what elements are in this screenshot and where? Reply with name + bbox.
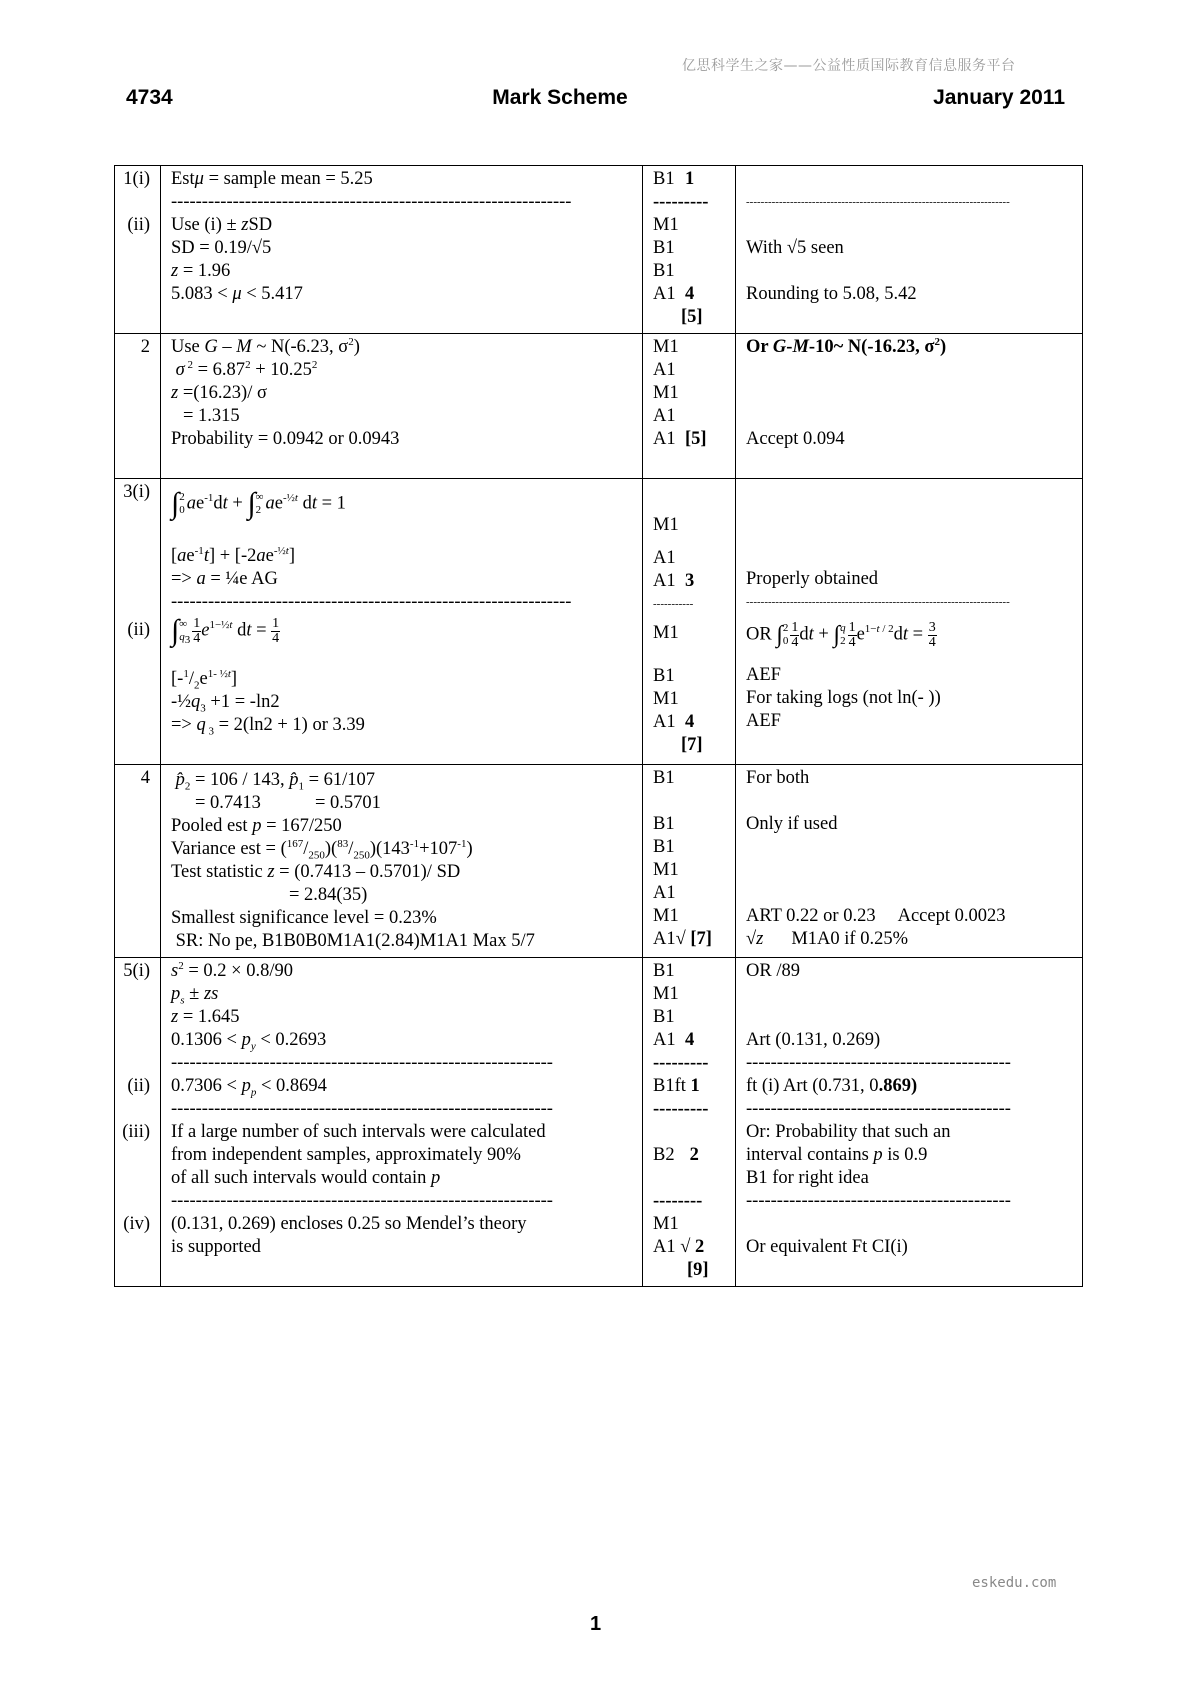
notes-cell: OR /89 Art (0.131, 0.269) ------------------------------------------- ft (i) Art (0.731, 0.869) ------------------------------------------- Or: Probability that such an interval contains p is 0.9 B1 for right idea ------------------------------------------- Or equivalent Ft CI(i) — [736, 958, 1083, 1287]
question-number: 1(i) (ii) — [115, 166, 161, 334]
answer-cell: $s^2 = 0.2 \times 0.8/90$ $p_s$ ± zs z = 1.645 $0.1306 < p_y < 0.2693$ -------------------------------------------------------------- $0.7306 < p_p < 0.8694$ -------------------------------------------------------------- If a large number of such intervals were calculated from independent samples, approximately 90% of all such intervals would contain p -------------------------------------------------------------- (0.131, 0.269) encloses 0.25 so Mendel’s theory is supported — [161, 958, 643, 1287]
table-row — [115, 334, 1083, 479]
watermark: 亿思科学生之家——公益性质国际教育信息服务平台 — [682, 58, 1016, 74]
notes-cell: For both Only if used ART 0.22 or 0.23 Accept 0.0023 √z M1A0 if 0.25% — [736, 765, 1083, 958]
marks-cell: M1 A1 M1 A1 A1 [5] — [643, 334, 736, 479]
integral-equation: ∫ 2 0 $ae^{-1}dt$ + ∫ ∞ 2 $ae^{-\frac{1}{2}t}$ dt = 1 — [171, 487, 346, 520]
table-row — [115, 765, 1083, 958]
paper-code: 4734 — [126, 86, 173, 109]
question-number: 5(i) (ii) (iii) (iv) — [115, 958, 161, 1287]
marks-cell: M1 A1 A1 3 ----------- M1 B1 M1 A1 4 [7] — [643, 479, 736, 765]
marks-cell: B1 B1 B1 M1 A1 M1 A1√ [7] — [643, 765, 736, 958]
notes-cell: Properly obtained ------------------------------------------------------------------------ OR ∫ 2 0 $\frac{1}{4}$ dt + ∫ q 2 $\frac{1}{4}$ $e^{1-t / 2}dt$ = $\frac{3}{4}$ AEF For taking logs (not ln(- )) AEF — [736, 479, 1083, 765]
question-number: 2 — [115, 334, 161, 479]
table-row — [115, 479, 1083, 765]
alternative-integral: OR ∫ 2 0 $\frac{1}{4}$ dt + ∫ q 2 $\frac{1}{4}$ $e^{1-t / 2}dt$ = $\frac{3}{4}$ — [746, 619, 936, 650]
table-row — [115, 958, 1083, 1287]
mark-scheme-table — [114, 165, 1083, 1287]
page-number: 1 — [589, 1613, 602, 1635]
footer-site: eskedu.com — [972, 1575, 1057, 1591]
answer-cell: Use G – M ~ N(-6.23, $\sigma^2$) σ $^2 = 6.87^2 + 10.25^2$ z =(16.23)/ σ = 1.315 Probability = 0.0942 or 0.0943 — [161, 334, 643, 479]
question-number: 3(i) (ii) — [115, 479, 161, 765]
notes-cell: ------------------------------------------------------------------------ With √5 seen Rounding to 5.08, 5.42 — [736, 166, 1083, 334]
integral-equation: ∫ ∞ $q_3$ $\frac{1}{4}$ $e^{1-\frac{1}{2}t}$ dt = $\frac{1}{4}$ — [171, 614, 280, 647]
page-title: Mark Scheme — [492, 86, 628, 109]
marks-cell: B1 1 --------- M1 B1 B1 A1 4 [5] — [643, 166, 736, 334]
question-number: 4 — [115, 765, 161, 958]
exam-date: January 2011 — [933, 86, 1065, 109]
answer-cell: $p̂_2 = 106 / 143$, $p̂_1 = 61/107$ = 0.7413 = 0.5701 Pooled est p = 167/250 Variance est = $(^{167}/_{250})(^{83}/_{250})(143^{-1}+107^{-1})$ Test statistic z = (0.7413 – 0.5701)/ SD = 2.84(35) Smallest significance level = 0.23% SR: No pe, B1B0B0M1A1(2.84)M1A1 Max 5/7 — [161, 765, 643, 958]
notes-cell: Or G-M-10~ N(-16.23, $\sigma^2$) Accept 0.094 — [736, 334, 1083, 479]
table-row — [115, 166, 1083, 334]
answer-cell: Estμ = sample mean = 5.25 ----------------------------------------------------------------- Use (i) ± zSD SD = 0.19/√5 z = 1.96 5.083 < μ < 5.417 — [161, 166, 643, 334]
answer-cell: ∫ 2 0 $ae^{-1}dt$ + ∫ ∞ 2 $ae^{-\frac{1}{2}t}$ dt = 1 $[ae^{-1}t] + [-2ae^{-\frac{1}{2}t}]$ => a = ¼e AG ----------------------------------------------------------------- ∫ ∞ $q_3$ $\frac{1}{4}$ $e^{1-\frac{1}{2}t}$ dt = $\frac{1}{4}$ $[-^1/_2e^{1- \frac{1}{2}t}]$ $-\frac{1}{2}q_3 +1 = -\ln 2$ => q $_3$ = 2(ln2 + 1) or 3.39 — [161, 479, 643, 765]
marks-cell: B1 M1 B1 A1 4 --------- B1ft 1 --------- B2 2 -------- M1 A1 √ 2 [9] — [643, 958, 736, 1287]
